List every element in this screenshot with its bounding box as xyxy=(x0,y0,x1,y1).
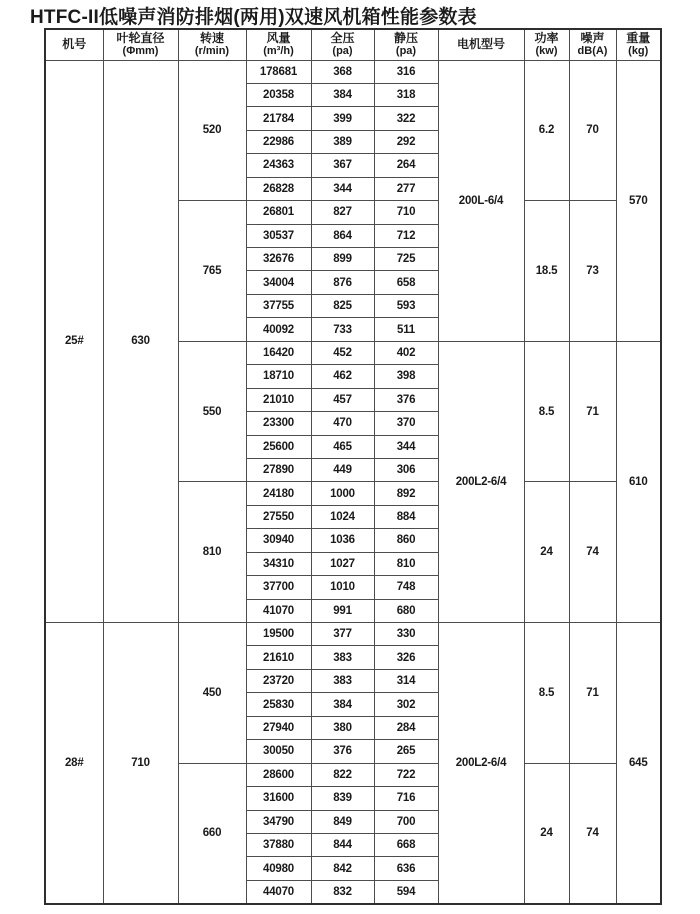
cell-total-pressure: 832 xyxy=(311,880,374,904)
cell-static-pressure: 402 xyxy=(374,341,438,364)
cell-speed: 550 xyxy=(178,341,246,482)
page-title: HTFC-II低噪声消防排烟(两用)双速风机箱性能参数表 xyxy=(30,7,477,28)
cell-static-pressure: 344 xyxy=(374,435,438,458)
cell-static-pressure: 511 xyxy=(374,318,438,341)
cell-airflow: 26828 xyxy=(246,177,311,200)
cell-static-pressure: 284 xyxy=(374,716,438,739)
cell-static-pressure: 668 xyxy=(374,833,438,856)
cell-airflow: 27940 xyxy=(246,716,311,739)
cell-airflow: 16420 xyxy=(246,341,311,364)
cell-total-pressure: 368 xyxy=(311,60,374,83)
cell-airflow: 25830 xyxy=(246,693,311,716)
cell-airflow: 40092 xyxy=(246,318,311,341)
cell-static-pressure: 700 xyxy=(374,810,438,833)
cell-static-pressure: 712 xyxy=(374,224,438,247)
cell-total-pressure: 452 xyxy=(311,341,374,364)
cell-impeller-diameter: 630 xyxy=(103,60,178,623)
cell-static-pressure: 810 xyxy=(374,552,438,575)
cell-airflow: 178681 xyxy=(246,60,311,83)
cell-weight: 610 xyxy=(616,341,661,622)
cell-total-pressure: 827 xyxy=(311,201,374,224)
cell-static-pressure: 316 xyxy=(374,60,438,83)
cell-static-pressure: 716 xyxy=(374,787,438,810)
cell-airflow: 22986 xyxy=(246,130,311,153)
cell-airflow: 21784 xyxy=(246,107,311,130)
cell-airflow: 34790 xyxy=(246,810,311,833)
col-header-machine-no: 机号 xyxy=(45,29,103,60)
cell-total-pressure: 367 xyxy=(311,154,374,177)
cell-airflow: 37880 xyxy=(246,833,311,856)
cell-static-pressure: 594 xyxy=(374,880,438,904)
cell-power: 24 xyxy=(524,482,569,623)
cell-total-pressure: 1027 xyxy=(311,552,374,575)
cell-total-pressure: 389 xyxy=(311,130,374,153)
col-header-impeller-diameter: 叶轮直径 (Φmm) xyxy=(103,29,178,60)
cell-airflow: 34310 xyxy=(246,552,311,575)
cell-total-pressure: 449 xyxy=(311,458,374,481)
col-header-static-pressure: 静压 (pa) xyxy=(374,29,438,60)
cell-static-pressure: 322 xyxy=(374,107,438,130)
table-row xyxy=(45,60,661,83)
cell-noise: 74 xyxy=(569,763,616,904)
cell-static-pressure: 680 xyxy=(374,599,438,622)
cell-static-pressure: 292 xyxy=(374,130,438,153)
cell-power: 18.5 xyxy=(524,201,569,342)
col-header-power: 功率 (kw) xyxy=(524,29,569,60)
cell-total-pressure: 1024 xyxy=(311,505,374,528)
cell-speed: 660 xyxy=(178,763,246,904)
col-header-total-pressure: 全压 (pa) xyxy=(311,29,374,60)
cell-speed: 765 xyxy=(178,201,246,342)
cell-airflow: 27550 xyxy=(246,505,311,528)
cell-airflow: 28600 xyxy=(246,763,311,786)
cell-airflow: 26801 xyxy=(246,201,311,224)
cell-total-pressure: 839 xyxy=(311,787,374,810)
cell-total-pressure: 1036 xyxy=(311,529,374,552)
cell-speed: 810 xyxy=(178,482,246,623)
cell-airflow: 30537 xyxy=(246,224,311,247)
cell-motor-model: 200L2-6/4 xyxy=(438,623,524,905)
cell-airflow: 23300 xyxy=(246,412,311,435)
cell-airflow: 20358 xyxy=(246,83,311,106)
cell-total-pressure: 842 xyxy=(311,857,374,880)
col-header-airflow: 风量 (m³/h) xyxy=(246,29,311,60)
cell-static-pressure: 748 xyxy=(374,576,438,599)
cell-weight: 570 xyxy=(616,60,661,341)
cell-total-pressure: 844 xyxy=(311,833,374,856)
cell-total-pressure: 384 xyxy=(311,83,374,106)
cell-machine-no: 28# xyxy=(45,623,103,905)
cell-airflow: 23720 xyxy=(246,669,311,692)
cell-static-pressure: 860 xyxy=(374,529,438,552)
cell-airflow: 37700 xyxy=(246,576,311,599)
cell-static-pressure: 884 xyxy=(374,505,438,528)
cell-total-pressure: 376 xyxy=(311,740,374,763)
cell-static-pressure: 398 xyxy=(374,365,438,388)
cell-power: 6.2 xyxy=(524,60,569,201)
col-header-weight: 重量 (kg) xyxy=(616,29,661,60)
cell-weight: 645 xyxy=(616,623,661,905)
cell-impeller-diameter: 710 xyxy=(103,623,178,905)
cell-total-pressure: 377 xyxy=(311,623,374,646)
cell-total-pressure: 470 xyxy=(311,412,374,435)
cell-airflow: 27890 xyxy=(246,458,311,481)
cell-total-pressure: 876 xyxy=(311,271,374,294)
table-row xyxy=(45,623,661,646)
cell-airflow: 34004 xyxy=(246,271,311,294)
cell-airflow: 30050 xyxy=(246,740,311,763)
cell-total-pressure: 384 xyxy=(311,693,374,716)
cell-static-pressure: 710 xyxy=(374,201,438,224)
cell-static-pressure: 658 xyxy=(374,271,438,294)
cell-power: 8.5 xyxy=(524,341,569,482)
cell-static-pressure: 314 xyxy=(374,669,438,692)
cell-total-pressure: 462 xyxy=(311,365,374,388)
cell-airflow: 40980 xyxy=(246,857,311,880)
cell-power: 24 xyxy=(524,763,569,904)
cell-total-pressure: 899 xyxy=(311,248,374,271)
cell-motor-model: 200L2-6/4 xyxy=(438,341,524,622)
cell-power: 8.5 xyxy=(524,623,569,764)
cell-total-pressure: 465 xyxy=(311,435,374,458)
cell-static-pressure: 265 xyxy=(374,740,438,763)
cell-static-pressure: 318 xyxy=(374,83,438,106)
cell-total-pressure: 822 xyxy=(311,763,374,786)
performance-table xyxy=(44,28,662,905)
cell-speed: 450 xyxy=(178,623,246,764)
cell-total-pressure: 344 xyxy=(311,177,374,200)
cell-total-pressure: 1000 xyxy=(311,482,374,505)
cell-static-pressure: 264 xyxy=(374,154,438,177)
cell-static-pressure: 370 xyxy=(374,412,438,435)
cell-airflow: 32676 xyxy=(246,248,311,271)
cell-airflow: 19500 xyxy=(246,623,311,646)
cell-static-pressure: 725 xyxy=(374,248,438,271)
cell-noise: 73 xyxy=(569,201,616,342)
cell-airflow: 24180 xyxy=(246,482,311,505)
cell-static-pressure: 593 xyxy=(374,294,438,317)
col-header-noise: 噪声 dB(A) xyxy=(569,29,616,60)
cell-static-pressure: 277 xyxy=(374,177,438,200)
cell-static-pressure: 722 xyxy=(374,763,438,786)
cell-noise: 71 xyxy=(569,623,616,764)
cell-motor-model: 200L-6/4 xyxy=(438,60,524,341)
cell-airflow: 24363 xyxy=(246,154,311,177)
cell-total-pressure: 1010 xyxy=(311,576,374,599)
cell-total-pressure: 399 xyxy=(311,107,374,130)
cell-total-pressure: 380 xyxy=(311,716,374,739)
cell-static-pressure: 306 xyxy=(374,458,438,481)
cell-static-pressure: 376 xyxy=(374,388,438,411)
cell-static-pressure: 892 xyxy=(374,482,438,505)
cell-airflow: 37755 xyxy=(246,294,311,317)
cell-total-pressure: 864 xyxy=(311,224,374,247)
cell-noise: 74 xyxy=(569,482,616,623)
cell-total-pressure: 383 xyxy=(311,669,374,692)
cell-airflow: 31600 xyxy=(246,787,311,810)
header-row xyxy=(45,29,661,60)
cell-static-pressure: 636 xyxy=(374,857,438,880)
cell-airflow: 21610 xyxy=(246,646,311,669)
cell-airflow: 41070 xyxy=(246,599,311,622)
cell-total-pressure: 825 xyxy=(311,294,374,317)
cell-noise: 71 xyxy=(569,341,616,482)
cell-airflow: 18710 xyxy=(246,365,311,388)
cell-noise: 70 xyxy=(569,60,616,201)
cell-total-pressure: 849 xyxy=(311,810,374,833)
cell-total-pressure: 383 xyxy=(311,646,374,669)
cell-airflow: 21010 xyxy=(246,388,311,411)
cell-total-pressure: 733 xyxy=(311,318,374,341)
cell-machine-no: 25# xyxy=(45,60,103,623)
cell-static-pressure: 326 xyxy=(374,646,438,669)
col-header-motor-model: 电机型号 xyxy=(438,29,524,60)
cell-total-pressure: 991 xyxy=(311,599,374,622)
cell-total-pressure: 457 xyxy=(311,388,374,411)
cell-speed: 520 xyxy=(178,60,246,201)
cell-static-pressure: 330 xyxy=(374,623,438,646)
col-header-speed: 转速 (r/min) xyxy=(178,29,246,60)
cell-airflow: 44070 xyxy=(246,880,311,904)
cell-airflow: 30940 xyxy=(246,529,311,552)
cell-airflow: 25600 xyxy=(246,435,311,458)
cell-static-pressure: 302 xyxy=(374,693,438,716)
